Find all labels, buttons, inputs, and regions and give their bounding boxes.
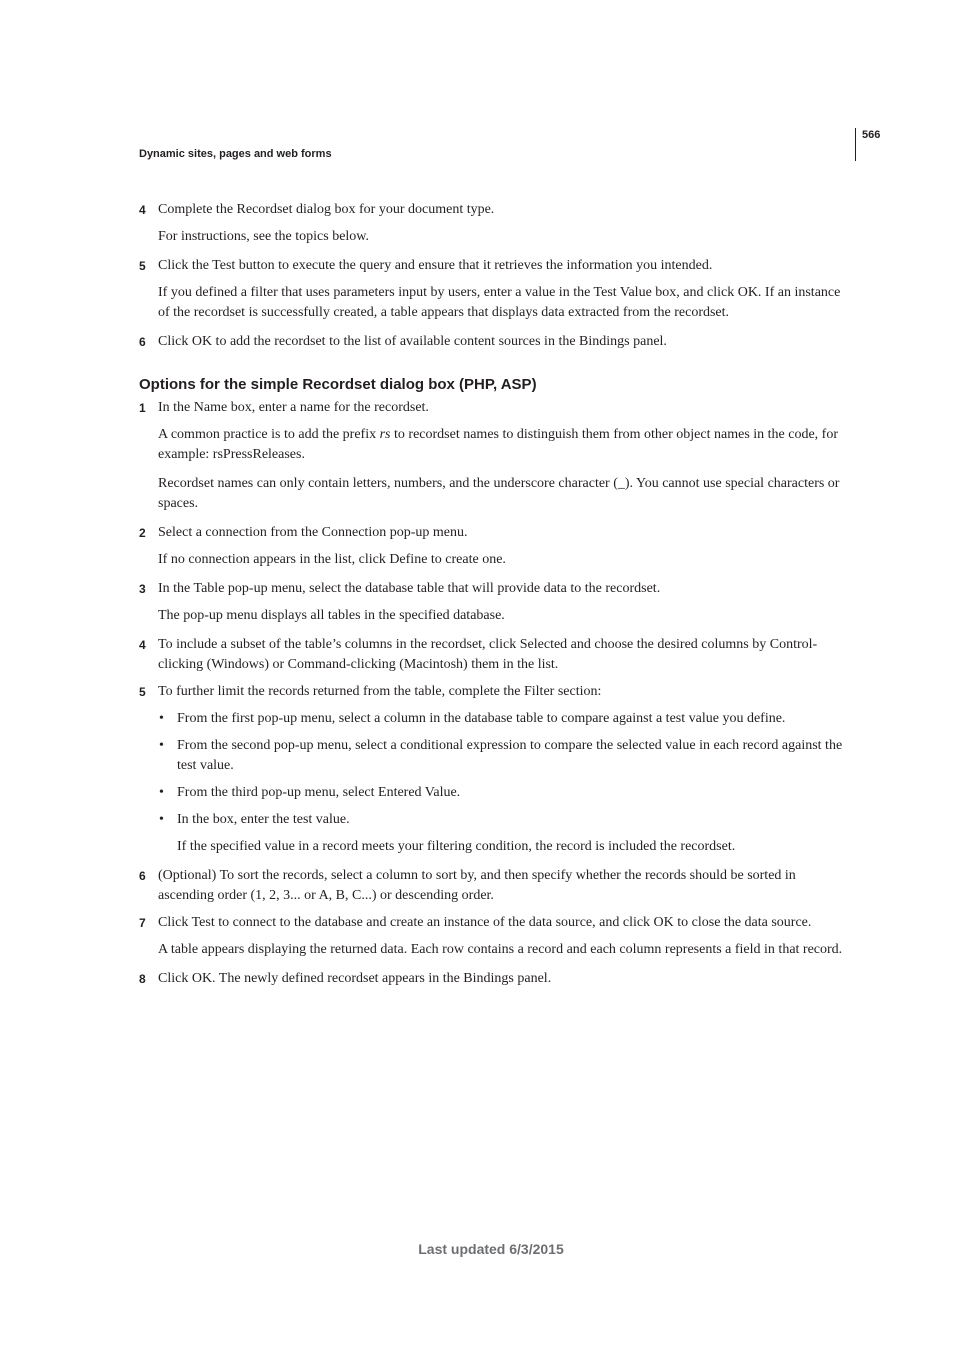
note-text: to recordset names to distinguish them from other object names in the code, for example: rsPressReleases.	[158, 427, 839, 462]
step-number: 4	[139, 203, 146, 217]
step-6-click-ok	[139, 332, 853, 352]
bullet-note: If the specified value in a record meets your filtering condition, the record is included the recordset.	[177, 839, 736, 854]
intro-steps	[139, 200, 853, 352]
step-text: In the Table pop-up menu, select the database table that will provide data to the recordset.	[158, 581, 661, 596]
bullet-dot: •	[159, 812, 164, 827]
step-1-name-box	[139, 398, 853, 418]
step-note: If you defined a filter that uses parameters input by users, enter a value in the Test Value box, and click OK. If an instance of the recordset is successfully created, a table appears that displays data extracted from the recordset.	[158, 285, 841, 320]
bullet-item	[139, 736, 853, 776]
step-text: Complete the Recordset dialog box for your document type.	[158, 202, 495, 217]
step-number: 3	[139, 582, 146, 596]
step-text: In the Name box, enter a name for the recordset.	[158, 400, 429, 415]
step-number: 2	[139, 526, 146, 540]
page-number: 566	[862, 129, 881, 141]
step-text: Click OK. The newly defined recordset appears in the Bindings panel.	[158, 971, 552, 986]
step-text: Click the Test button to execute the query and ensure that it retrieves the information you intended.	[158, 258, 713, 273]
step-text: Click OK to add the recordset to the list of available content sources in the Bindings panel.	[158, 334, 667, 349]
step-2-connection	[139, 523, 853, 543]
bullet-text: From the first pop-up menu, select a column in the database table to compare against a test value you define.	[177, 711, 786, 726]
step-5-filter	[139, 682, 853, 702]
bullet-text: From the second pop-up menu, select a conditional expression to compare the selected value in each record against the test value.	[177, 738, 843, 773]
step-note: If no connection appears in the list, click Define to create one.	[158, 552, 506, 567]
step-5-test-button	[139, 256, 853, 276]
section-heading: Options for the simple Recordset dialog box (PHP, ASP)	[139, 376, 537, 393]
bullet-dot: •	[159, 738, 164, 753]
bullet-text: From the third pop-up menu, select Entered Value.	[177, 785, 461, 800]
step-number: 6	[139, 869, 146, 883]
step-number: 7	[139, 916, 146, 930]
step-text: To further limit the records returned from the table, complete the Filter section:	[158, 684, 602, 699]
step-number: 5	[139, 685, 146, 699]
page-content	[139, 200, 853, 996]
step-number: 1	[139, 401, 146, 415]
step-note: For instructions, see the topics below.	[158, 229, 370, 244]
step-text: (Optional) To sort the records, select a column to sort by, and then specify whether the records should be sorted in ascending order (1, 2, 3... or A, B, C...) or descending order.	[158, 868, 796, 903]
step-number: 6	[139, 335, 146, 349]
bullet-item	[139, 810, 853, 830]
step-3-table	[139, 579, 853, 599]
step-4-columns	[139, 635, 853, 675]
bullet-item	[139, 709, 853, 729]
step-note: A table appears displaying the returned data. Each row contains a record and each column represents a field in that record.	[158, 942, 843, 957]
step-number: 5	[139, 259, 146, 273]
step-text: To include a subset of the table’s columns in the recordset, click Selected and choose the desired columns by Control-clicking (Windows) or Command-clicking (Macintosh) them in the list.	[158, 637, 818, 672]
step-text: Click Test to connect to the database and create an instance of the data source, and click OK to close the data source.	[158, 915, 812, 930]
step-7-test	[139, 913, 853, 933]
bullet-item	[139, 783, 853, 803]
page-number-rule	[855, 128, 856, 161]
step-4-complete-dialog	[139, 200, 853, 220]
bullet-dot: •	[159, 711, 164, 726]
note-text: A common practice is to add the prefix	[158, 427, 380, 442]
step-number: 4	[139, 638, 146, 652]
step-6-sort	[139, 866, 853, 906]
bullet-dot: •	[159, 785, 164, 800]
footer-last-updated: Last updated 6/3/2015	[418, 1241, 564, 1257]
step-number: 8	[139, 972, 146, 986]
running-header: Dynamic sites, pages and web forms	[139, 148, 332, 160]
step-text: Select a connection from the Connection pop-up menu.	[158, 525, 468, 540]
bullet-text: In the box, enter the test value.	[177, 812, 350, 827]
step-note-prefix	[139, 425, 853, 465]
step-8-click-ok	[139, 969, 853, 989]
section-steps	[139, 398, 853, 989]
prefix-italic: rs	[379, 427, 391, 442]
step-note: The pop-up menu displays all tables in the specified database.	[158, 608, 505, 623]
step-note: Recordset names can only contain letters, numbers, and the underscore character (_). You cannot use special characters or spaces.	[158, 476, 840, 511]
